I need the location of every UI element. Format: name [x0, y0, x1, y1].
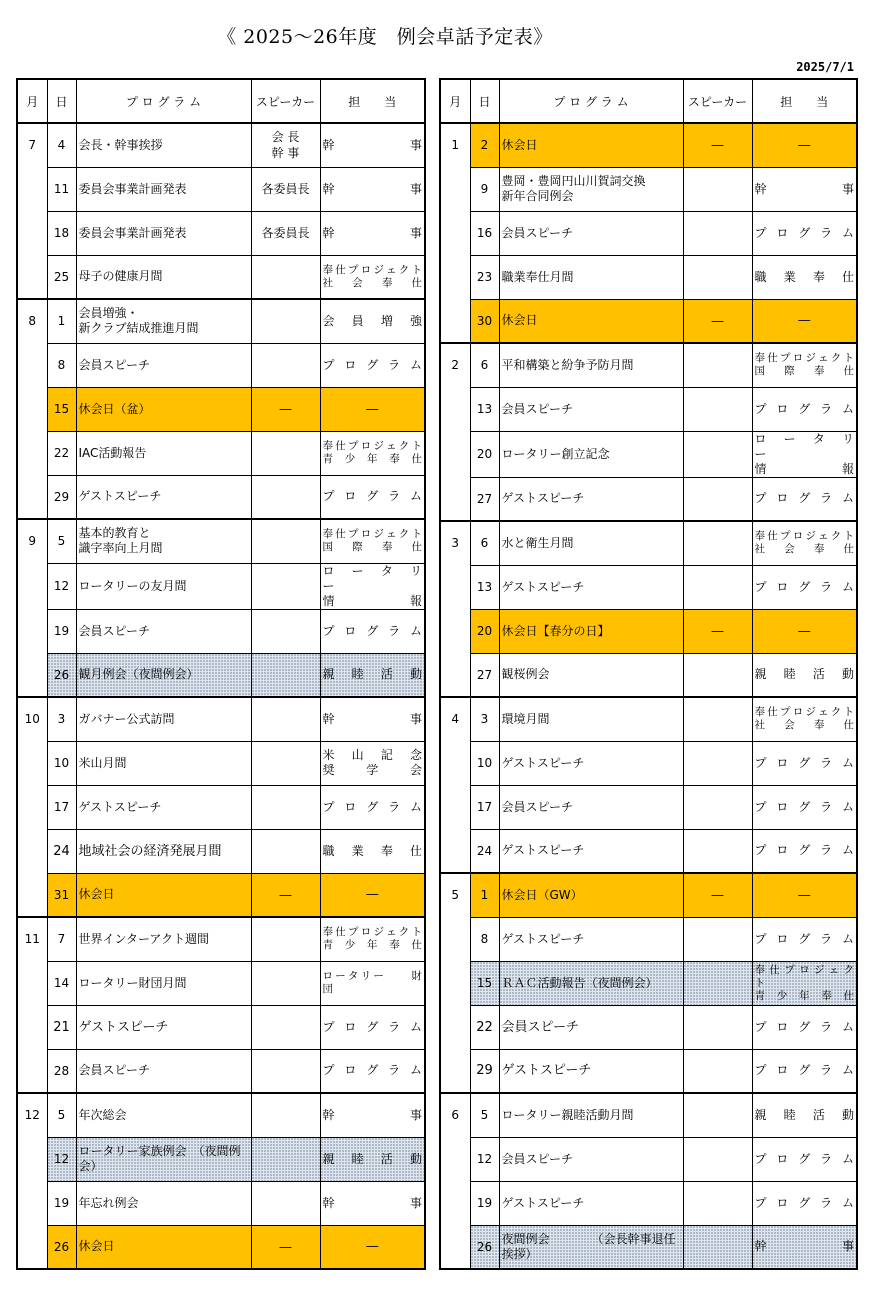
program-cell: 休会日 — [76, 1225, 251, 1269]
schedule-row — [17, 299, 425, 343]
speaker-cell: 各委員長 — [251, 167, 320, 211]
speaker-cell: ― — [683, 609, 752, 653]
day-cell: 6 — [470, 521, 499, 565]
tantou-cell: 奉仕プロジェクト 国 際 奉 仕 — [752, 343, 857, 387]
speaker-cell — [683, 1049, 752, 1093]
tantou-cell: 幹 事 — [752, 167, 857, 211]
schedule-row — [17, 1005, 425, 1049]
day-cell: 4 — [47, 123, 76, 167]
day-cell: 19 — [47, 1181, 76, 1225]
schedule-row — [17, 609, 425, 653]
speaker-cell — [251, 255, 320, 299]
schedule-table-right — [439, 78, 867, 1270]
tantou-cell: プ ロ グ ラ ム — [752, 741, 857, 785]
day-cell: 12 — [47, 563, 76, 609]
speaker-cell — [251, 563, 320, 609]
schedule-row — [17, 653, 425, 697]
speaker-cell — [683, 477, 752, 521]
schedule-row — [440, 477, 857, 521]
tantou-cell: プ ロ グ ラ ム — [320, 1005, 425, 1049]
month-cell: 1 — [440, 123, 470, 343]
program-cell: 世界インターアクト週間 — [76, 917, 251, 961]
schedule-row — [17, 1137, 425, 1181]
program-cell: 米山月間 — [76, 741, 251, 785]
tantou-cell: プ ロ グ ラ ム — [752, 1005, 857, 1049]
speaker-cell — [251, 609, 320, 653]
speaker-cell — [251, 519, 320, 563]
day-cell: 29 — [47, 475, 76, 519]
header-speaker: スピーカー — [251, 79, 320, 123]
header-program: プ ロ グ ラ ム — [499, 79, 683, 123]
schedule-row — [440, 123, 857, 167]
program-cell: ロータリー親睦活動月間 — [499, 1093, 683, 1137]
day-cell: 26 — [47, 1225, 76, 1269]
day-cell: 5 — [470, 1093, 499, 1137]
day-cell: 6 — [470, 343, 499, 387]
program-cell: 豊岡・豊岡円山川賀詞交換 新年合同例会 — [499, 167, 683, 211]
schedule-row — [440, 255, 857, 299]
speaker-cell — [251, 917, 320, 961]
program-cell: 休会日【春分の日】 — [499, 609, 683, 653]
tantou-cell: ロ ー タ リ ー 情 報 — [320, 563, 425, 609]
day-cell: 25 — [47, 255, 76, 299]
schedule-row — [17, 563, 425, 609]
program-cell: 年次総会 — [76, 1093, 251, 1137]
tantou-cell: プ ロ グ ラ ム — [320, 343, 425, 387]
speaker-cell — [251, 961, 320, 1005]
program-cell: 休会日（盆） — [76, 387, 251, 431]
schedule-row — [17, 519, 425, 563]
day-cell: 3 — [47, 697, 76, 741]
day-cell: 30 — [470, 299, 499, 343]
tantou-cell: ― — [752, 609, 857, 653]
day-cell: 29 — [470, 1049, 499, 1093]
issue-date: 2025/7/1 — [796, 60, 854, 74]
speaker-cell — [683, 829, 752, 873]
speaker-cell — [683, 917, 752, 961]
tantou-cell: 米 山 記 念 奨 学 会 — [320, 741, 425, 785]
speaker-cell — [251, 829, 320, 873]
speaker-cell — [251, 1049, 320, 1093]
tantou-cell: ― — [320, 873, 425, 917]
schedule-row — [17, 211, 425, 255]
speaker-cell — [683, 653, 752, 697]
header-tantou: 担 当 — [752, 79, 857, 123]
schedule-table-left — [16, 78, 435, 1270]
speaker-cell: 各委員長 — [251, 211, 320, 255]
speaker-cell — [683, 1093, 752, 1137]
tantou-cell: 奉仕プロジェクト 青 少 年 奉 仕 — [320, 917, 425, 961]
header-row — [17, 79, 425, 123]
tantou-cell: ロータリー 財 団 — [320, 961, 425, 1005]
speaker-cell — [683, 785, 752, 829]
schedule-row — [440, 741, 857, 785]
speaker-cell — [683, 387, 752, 431]
header-day: 日 — [47, 79, 76, 123]
speaker-cell — [683, 961, 752, 1005]
program-cell: 会員増強・ 新クラブ結成推進月間 — [76, 299, 251, 343]
program-cell: 観月例会（夜間例会） — [76, 653, 251, 697]
day-cell: 2 — [470, 123, 499, 167]
speaker-cell: 会 長 幹 事 — [251, 123, 320, 167]
schedule-row — [440, 609, 857, 653]
tantou-cell: 職 業 奉 仕 — [320, 829, 425, 873]
tantou-cell: 奉仕プロジェクト 社 会 奉 仕 — [752, 697, 857, 741]
day-cell: 5 — [47, 519, 76, 563]
schedule-row — [17, 475, 425, 519]
program-cell: 会員スピーチ — [499, 1137, 683, 1181]
speaker-cell — [251, 653, 320, 697]
tantou-cell: プ ロ グ ラ ム — [752, 785, 857, 829]
program-cell: ゲストスピーチ — [76, 475, 251, 519]
day-cell: 17 — [470, 785, 499, 829]
tantou-cell: ロ ー タ リ ー 情 報 — [752, 431, 857, 477]
program-cell: 会員スピーチ — [499, 1005, 683, 1049]
speaker-cell — [683, 1225, 752, 1269]
speaker-cell — [251, 475, 320, 519]
program-cell: 母子の健康月間 — [76, 255, 251, 299]
month-cell: 10 — [17, 697, 47, 917]
day-cell: 20 — [470, 609, 499, 653]
program-cell: 会長・幹事挨拶 — [76, 123, 251, 167]
schedule-row — [17, 387, 425, 431]
tantou-cell: プ ロ グ ラ ム — [752, 565, 857, 609]
schedule-row — [440, 1049, 857, 1093]
month-cell: 11 — [17, 917, 47, 1093]
tantou-cell: プ ロ グ ラ ム — [752, 1181, 857, 1225]
schedule-row — [17, 167, 425, 211]
header-speaker: スピーカー — [683, 79, 752, 123]
program-cell: 休会日 — [499, 299, 683, 343]
program-cell: 休会日 — [499, 123, 683, 167]
tantou-cell: プ ロ グ ラ ム — [320, 475, 425, 519]
tantou-cell: 奉仕プロジェク ト 青 少 年 奉 仕 — [752, 961, 857, 1005]
program-cell: 委員会事業計画発表 — [76, 211, 251, 255]
tantou-cell: プ ロ グ ラ ム — [320, 785, 425, 829]
tantou-cell: 幹 事 — [320, 123, 425, 167]
tantou-cell: プ ロ グ ラ ム — [752, 477, 857, 521]
tantou-cell: 職 業 奉 仕 — [752, 255, 857, 299]
schedule-row — [17, 917, 425, 961]
schedule-row — [440, 1181, 857, 1225]
day-cell: 11 — [47, 167, 76, 211]
program-cell: ゲストスピーチ — [499, 917, 683, 961]
speaker-cell: ― — [683, 299, 752, 343]
day-cell: 1 — [470, 873, 499, 917]
program-cell: 平和構築と紛争予防月間 — [499, 343, 683, 387]
day-cell: 26 — [47, 653, 76, 697]
day-cell: 23 — [470, 255, 499, 299]
tantou-cell: 奉仕プロジェクト 国 際 奉 仕 — [320, 519, 425, 563]
tantou-cell: 会 員 増 強 — [320, 299, 425, 343]
day-cell: 26 — [470, 1225, 499, 1269]
tantou-cell: プ ロ グ ラ ム — [752, 211, 857, 255]
speaker-cell — [683, 211, 752, 255]
month-cell: 2 — [440, 343, 470, 521]
speaker-cell — [683, 1005, 752, 1049]
speaker-cell — [683, 255, 752, 299]
schedule-row — [17, 123, 425, 167]
tantou-cell: 幹 事 — [320, 1181, 425, 1225]
speaker-cell — [251, 1137, 320, 1181]
tantou-cell: 幹 事 — [320, 697, 425, 741]
speaker-cell — [683, 521, 752, 565]
program-cell: ゲストスピーチ — [499, 477, 683, 521]
month-cell: 3 — [440, 521, 470, 697]
schedule-row — [17, 873, 425, 917]
tantou-cell: 親 睦 活 動 — [320, 1137, 425, 1181]
program-cell: ゲストスピーチ — [499, 829, 683, 873]
program-cell: ロータリー財団月間 — [76, 961, 251, 1005]
tantou-cell: 幹 事 — [752, 1225, 857, 1269]
day-cell: 3 — [470, 697, 499, 741]
day-cell: 15 — [470, 961, 499, 1005]
tantou-cell: プ ロ グ ラ ム — [752, 917, 857, 961]
tantou-cell: 幹 事 — [320, 1093, 425, 1137]
day-cell: 31 — [47, 873, 76, 917]
tantou-cell: 幹 事 — [320, 167, 425, 211]
header-day: 日 — [470, 79, 499, 123]
day-cell: 10 — [470, 741, 499, 785]
schedule-row — [17, 1181, 425, 1225]
schedule-row — [440, 1137, 857, 1181]
tantou-cell: プ ロ グ ラ ム — [752, 1049, 857, 1093]
schedule-row — [17, 697, 425, 741]
speaker-cell — [683, 1137, 752, 1181]
program-cell: IAC活動報告 — [76, 431, 251, 475]
program-cell: ガバナー公式訪問 — [76, 697, 251, 741]
schedule-row — [440, 299, 857, 343]
header-tantou: 担 当 — [320, 79, 425, 123]
program-cell: 会員スピーチ — [76, 609, 251, 653]
day-cell: 12 — [47, 1137, 76, 1181]
day-cell: 13 — [470, 387, 499, 431]
schedule-row — [440, 785, 857, 829]
speaker-cell — [683, 1181, 752, 1225]
schedule-row — [17, 1225, 425, 1269]
schedule-row — [440, 211, 857, 255]
day-cell: 16 — [470, 211, 499, 255]
day-cell: 21 — [47, 1005, 76, 1049]
schedule-row — [17, 1093, 425, 1137]
speaker-cell — [251, 1093, 320, 1137]
program-cell: 会員スピーチ — [499, 387, 683, 431]
program-cell: ゲストスピーチ — [76, 785, 251, 829]
month-cell: 5 — [440, 873, 470, 1093]
speaker-cell: ― — [683, 123, 752, 167]
schedule-row — [440, 653, 857, 697]
speaker-cell — [683, 565, 752, 609]
day-cell: 19 — [47, 609, 76, 653]
tantou-cell: ― — [320, 1225, 425, 1269]
tantou-cell: 奉仕プロジェクト 社 会 奉 仕 — [320, 255, 425, 299]
day-cell: 12 — [470, 1137, 499, 1181]
schedule-row — [440, 961, 857, 1005]
month-cell: 9 — [17, 519, 47, 697]
tantou-cell: 幹 事 — [320, 211, 425, 255]
program-cell: ゲストスピーチ — [499, 1181, 683, 1225]
schedule-row — [440, 1225, 857, 1269]
tantou-cell: プ ロ グ ラ ム — [752, 829, 857, 873]
program-cell: ＲＡＣ活動報告（夜間例会） — [499, 961, 683, 1005]
speaker-cell: ― — [251, 1225, 320, 1269]
header-program: プ ロ グ ラ ム — [76, 79, 251, 123]
schedule-row — [440, 343, 857, 387]
schedule-row — [17, 961, 425, 1005]
day-cell: 28 — [47, 1049, 76, 1093]
day-cell: 22 — [47, 431, 76, 475]
schedule-row — [17, 785, 425, 829]
day-cell: 17 — [47, 785, 76, 829]
program-cell: 会員スピーチ — [499, 785, 683, 829]
schedule-row — [440, 521, 857, 565]
speaker-cell — [683, 741, 752, 785]
day-cell: 9 — [470, 167, 499, 211]
schedule-row — [440, 387, 857, 431]
tantou-cell: 奉仕プロジェクト 青 少 年 奉 仕 — [320, 431, 425, 475]
speaker-cell — [251, 785, 320, 829]
schedule-row — [440, 873, 857, 917]
speaker-cell — [683, 343, 752, 387]
program-cell: 会員スピーチ — [76, 1049, 251, 1093]
schedule-row — [17, 255, 425, 299]
day-cell: 8 — [47, 343, 76, 387]
program-cell: 観桜例会 — [499, 653, 683, 697]
program-cell: 環境月間 — [499, 697, 683, 741]
program-cell: 職業奉仕月間 — [499, 255, 683, 299]
day-cell: 7 — [47, 917, 76, 961]
day-cell: 1 — [47, 299, 76, 343]
program-cell: ロータリー家族例会 （夜間例会） — [76, 1137, 251, 1181]
schedule-row — [440, 431, 857, 477]
day-cell: 13 — [470, 565, 499, 609]
program-cell: 地域社会の経済発展月間 — [76, 829, 251, 873]
program-cell: 基本的教育と 識字率向上月間 — [76, 519, 251, 563]
speaker-cell: ― — [251, 873, 320, 917]
speaker-cell — [251, 1005, 320, 1049]
schedule-row — [440, 1093, 857, 1137]
program-cell: ロータリーの友月間 — [76, 563, 251, 609]
program-cell: ロータリー創立記念 — [499, 431, 683, 477]
program-cell: 年忘れ例会 — [76, 1181, 251, 1225]
schedule-row — [440, 697, 857, 741]
schedule-row — [17, 431, 425, 475]
speaker-cell — [251, 431, 320, 475]
speaker-cell — [683, 431, 752, 477]
program-cell: 休会日（GW） — [499, 873, 683, 917]
day-cell: 24 — [47, 829, 76, 873]
header-month: 月 — [17, 79, 47, 123]
program-cell: ゲストスピーチ — [76, 1005, 251, 1049]
program-cell: 夜間例会 （会長幹事退任挨拶） — [499, 1225, 683, 1269]
program-cell: 水と衛生月間 — [499, 521, 683, 565]
tantou-cell: ― — [752, 299, 857, 343]
program-cell: ゲストスピーチ — [499, 741, 683, 785]
day-cell: 5 — [47, 1093, 76, 1137]
speaker-cell — [251, 299, 320, 343]
tantou-cell: ― — [752, 123, 857, 167]
speaker-cell — [683, 697, 752, 741]
header-month: 月 — [440, 79, 470, 123]
month-cell: 12 — [17, 1093, 47, 1269]
speaker-cell — [251, 343, 320, 387]
schedule-row — [17, 829, 425, 873]
tantou-cell: 親 睦 活 動 — [752, 653, 857, 697]
schedule-row — [17, 741, 425, 785]
tantou-cell: ― — [320, 387, 425, 431]
header-row — [440, 79, 857, 123]
schedule-row — [17, 1049, 425, 1093]
tantou-cell: 親 睦 活 動 — [320, 653, 425, 697]
month-cell: 8 — [17, 299, 47, 519]
program-cell: ゲストスピーチ — [499, 565, 683, 609]
day-cell: 20 — [470, 431, 499, 477]
tantou-cell: プ ロ グ ラ ム — [752, 387, 857, 431]
schedule-row — [440, 1005, 857, 1049]
day-cell: 27 — [470, 477, 499, 521]
schedule-row — [440, 829, 857, 873]
speaker-cell: ― — [683, 873, 752, 917]
schedule-row — [440, 565, 857, 609]
speaker-cell — [251, 1181, 320, 1225]
speaker-cell — [251, 697, 320, 741]
page-title: 《 2025～26年度 例会卓話予定表》 — [217, 26, 553, 48]
day-cell: 15 — [47, 387, 76, 431]
tantou-cell: 奉仕プロジェクト 社 会 奉 仕 — [752, 521, 857, 565]
program-cell: 会員スピーチ — [499, 211, 683, 255]
program-cell: 会員スピーチ — [76, 343, 251, 387]
program-cell: 休会日 — [76, 873, 251, 917]
program-cell: ゲストスピーチ — [499, 1049, 683, 1093]
month-cell: 7 — [17, 123, 47, 299]
month-cell: 6 — [440, 1093, 470, 1269]
tantou-cell: 親 睦 活 動 — [752, 1093, 857, 1137]
tantou-cell: プ ロ グ ラ ム — [752, 1137, 857, 1181]
day-cell: 22 — [470, 1005, 499, 1049]
speaker-cell — [683, 167, 752, 211]
tantou-cell: ― — [752, 873, 857, 917]
program-cell: 委員会事業計画発表 — [76, 167, 251, 211]
day-cell: 27 — [470, 653, 499, 697]
speaker-cell — [251, 741, 320, 785]
schedule-row — [440, 917, 857, 961]
day-cell: 19 — [470, 1181, 499, 1225]
month-cell: 4 — [440, 697, 470, 873]
tantou-cell: プ ロ グ ラ ム — [320, 1049, 425, 1093]
tantou-cell: プ ロ グ ラ ム — [320, 609, 425, 653]
schedule-row — [440, 167, 857, 211]
day-cell: 24 — [470, 829, 499, 873]
day-cell: 14 — [47, 961, 76, 1005]
speaker-cell: ― — [251, 387, 320, 431]
day-cell: 18 — [47, 211, 76, 255]
schedule-row — [17, 343, 425, 387]
day-cell: 10 — [47, 741, 76, 785]
day-cell: 8 — [470, 917, 499, 961]
